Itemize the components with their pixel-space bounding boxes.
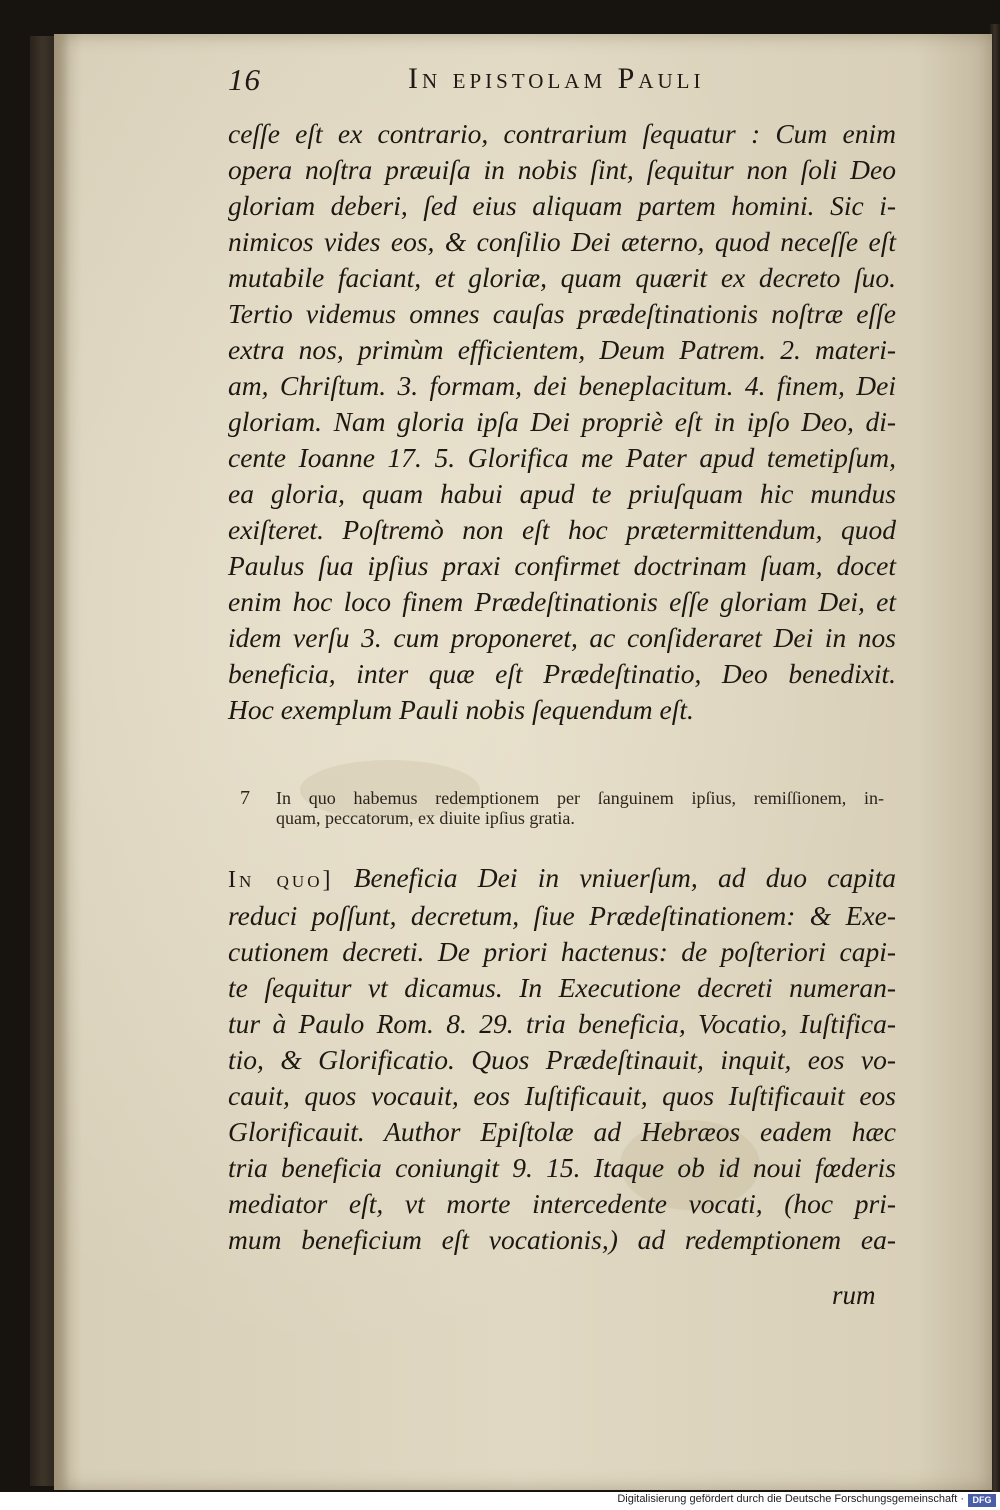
verse-line: In quo habemus redemptionem per ſanguinem ipſius, remiſſionem, in- [276,788,884,808]
catchword: rum [832,1280,876,1310]
page-gutter-shadow [54,34,70,1490]
text-line: Glorificauit. Author Epiſtolæ ad Hebræos eadem hæc [228,1116,896,1147]
verse-number: 7 [240,787,250,809]
main-text-block [228,116,896,728]
text-line: am, Chriſtum. 3. formam, dei beneplacitum. 4. finem, Dei [228,370,896,401]
text-line: exiſteret. Poſtremò non eſt hoc prætermittendum, quod [228,514,896,545]
commentary-first-line [228,860,896,898]
text-line: cutionem decreti. De priori hactenus: de poſteriori capi- [228,936,896,967]
text-line: gloriam. Nam gloria ipſa Dei propriè eſt in ipſo Deo, di- [228,406,896,437]
text-line: ceſſe eſt ex contrario, contrarium ſequatur : Cum enim [228,118,896,149]
text-line: Tertio videmus omnes cauſas prædeſtinationis noſtræ eſſe [228,298,896,329]
text-line: opera noſtra præuiſa in nobis ſint, ſequitur non ſoli Deo [228,154,896,185]
text-line: te ſequitur vt dicamus. In Executione decreti numeran- [228,972,896,1003]
verse-text [276,788,884,828]
text-line: mutabile faciant, et gloriæ, quam quærit ex decreto ſuo. [228,262,896,293]
page-header [228,62,948,108]
text-line: reduci poſſunt, decretum, ſiue Prædeſtinationem: & Exe- [228,900,896,931]
text-line: enim hoc loco finem Prædeſtinationis eſſe gloriam Dei, et [228,586,896,617]
commentary-lemma: In quo] [228,867,334,893]
dfg-logo: DFG [968,1494,996,1507]
text-line: tria beneficia coniungit 9. 15. Itaque ob id noui fœderis [228,1152,896,1183]
page-number: 16 [228,62,261,97]
text-line: mediator eſt, vt morte intercedente vocati, (hoc pri- [228,1188,896,1219]
text-line: cente Ioanne 17. 5. Glorifica me Pater apud temetipſum, [228,442,896,473]
funding-credit: Digitalisierung gefördert durch die Deutsche Forschungsgemeinschaft · [617,1493,964,1505]
commentary-block [228,860,896,1258]
running-head: In epistolam Pauli [408,62,705,95]
text-line: Hoc exemplum Pauli nobis ſequendum eſt. [228,694,694,725]
text-line: gloriam deberi, ſed eius aliquam partem homini. Sic i- [228,190,896,221]
text-line: idem verſu 3. cum proponeret, ac conſideraret Dei in nos [228,622,896,653]
text-line: nimicos vides eos, & conſilio Dei æterno, quod neceſſe eſt [228,226,896,257]
verse-line: quam, peccatorum, ex diuite ipſius gratia. [276,808,575,828]
text-line: tur à Paulo Rom. 8. 29. tria beneficia, Vocatio, Iuſtifica- [228,1008,896,1039]
text-line: ea gloria, quam habui apud te priuſquam hic mundus [228,478,896,509]
text-line: cauit, quos vocauit, eos Iuſtificauit, quos Iuſtificauit eos [228,1080,896,1111]
text-line: beneficia, inter quæ eſt Prædeſtinatio, Deo benedixit. [228,658,896,689]
commentary-line-text: Beneficia Dei in vniuerſum, ad duo capita [353,862,896,893]
text-line: mum beneficium eſt vocationis,) ad redemptionem ea- [228,1224,896,1255]
text-line: tio, & Glorificatio. Quos Prædeſtinauit, inquit, eos vo- [228,1044,896,1075]
text-line: Paulus ſua ipſius praxi confirmet doctrinam ſuam, docet [228,550,896,581]
text-line: extra nos, primùm efficientem, Deum Patrem. 2. materi- [228,334,896,365]
